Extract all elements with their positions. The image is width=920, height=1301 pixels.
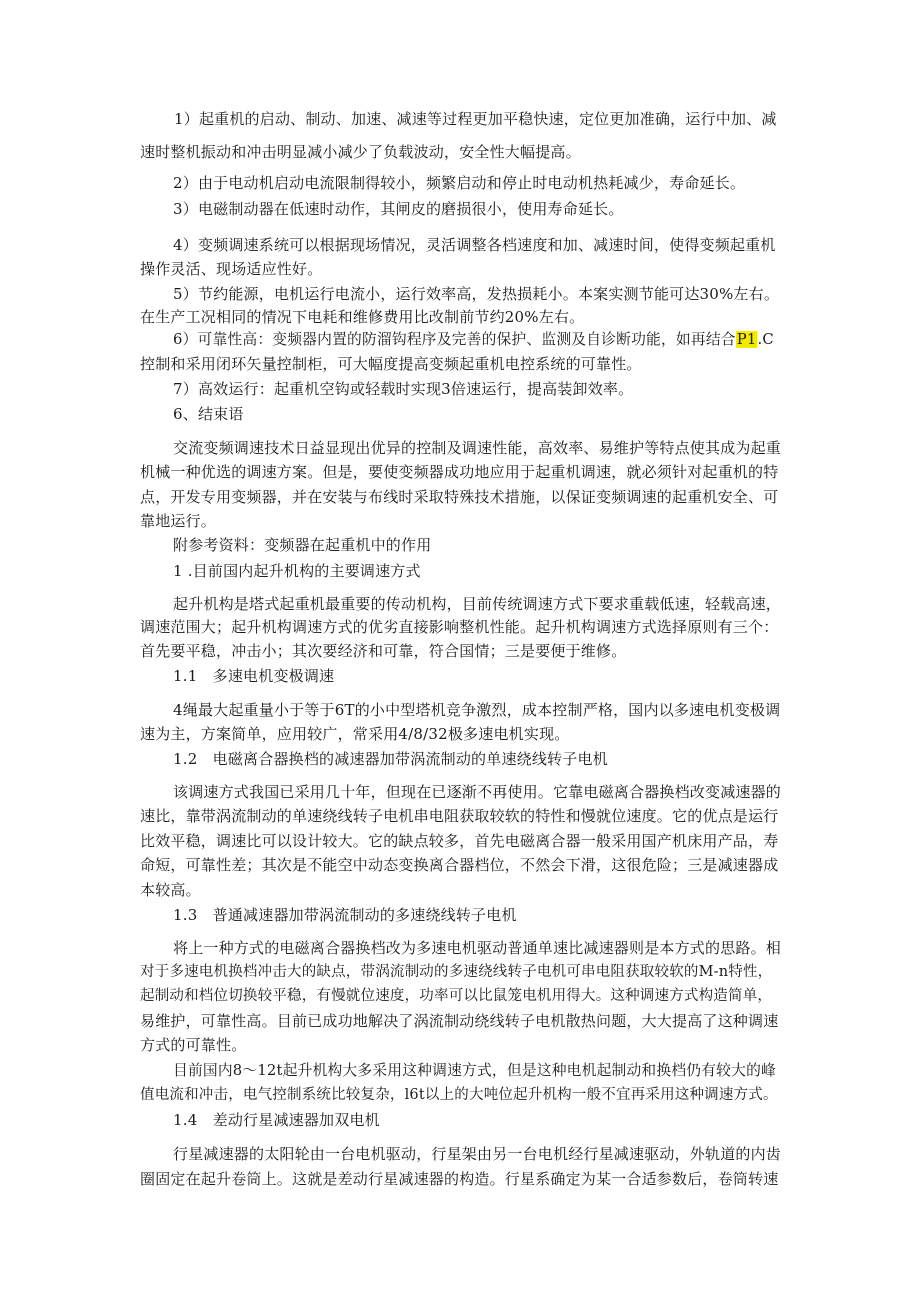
paragraph-line: 靠地运行。 bbox=[140, 512, 217, 530]
paragraph-line: 5）节约能源，电机运行电流小，运行效率高，发热损耗小。本案实测节能可达30%左右。 bbox=[173, 285, 780, 303]
paragraph-line: 1）起重机的启动、制动、加速、减速等过程更加平稳快速，定位更加准确，运行中加、减 bbox=[174, 110, 777, 128]
paragraph-line: 本较高。 bbox=[140, 881, 201, 899]
highlighted-text: P1 bbox=[736, 331, 757, 348]
paragraph-line: 值电流和冲击，电气控制系统比较复杂，l6t以上的大吨位起升机构一般不宜再采用这种调速方式。 bbox=[140, 1087, 778, 1103]
paragraph-line: 4）变频调速系统可以根据现场情况，灵活调整各档速度和加、减速时间，使得变频起重机 bbox=[173, 236, 776, 254]
subsection-heading: 1.1 多速电机变极调速 bbox=[173, 667, 335, 685]
paragraph-line: 速时整机振动和冲击明显减小减少了负载波动，安全性大幅提高。 bbox=[140, 143, 581, 161]
paragraph-line: 首先要平稳，冲击小；其次要经济和可靠，符合国情；三是要便于维修。 bbox=[140, 642, 627, 660]
paragraph-line: 速比，靠带涡流制动的单速绕线转子电机串电阻获取较软的特性和慢就位速度。它的优点是运行 bbox=[140, 807, 779, 825]
paragraph-line: 比效平稳，调速比可以设计较大。它的缺点较多，首先电磁离合器一般采用国产机床用产品，寿 bbox=[140, 832, 779, 850]
paragraph-line: 调速范围大；起升机构调速方式的优劣直接影响整机性能。起升机构调速方式选择原则有三个： bbox=[140, 618, 779, 636]
paragraph-line: 行星减速器的太阳轮由一台电机驱动，行星架由另一台电机经行星减速驱动，外轨道的内齿 bbox=[173, 1145, 782, 1163]
paragraph-line: 起制动和档位切换较平稳，有慢就位速度，功率可以比鼠笼电机用得大。这种调速方式构造简单， bbox=[140, 988, 773, 1004]
subsection-heading: 1.3 普通减速器加带涡流制动的多速绕线转子电机 bbox=[173, 906, 517, 924]
paragraph-line-with-highlight bbox=[173, 330, 774, 350]
paragraph-line-text: .C bbox=[757, 331, 774, 348]
paragraph-line: 目前国内8～12t起升机构大多采用这种调速方式，但是这种电机起制动和换档仍有较大的峰 bbox=[173, 1062, 776, 1079]
paragraph-line: 在生产工况相同的情况下电耗和维修费用比改制前节约20%左右。 bbox=[140, 308, 585, 326]
paragraph-line: 将上一种方式的电磁离合器换档改为多速电机驱动普通单速比减速器则是本方式的思路。相 bbox=[173, 939, 782, 957]
paragraph-line: 对于多速电机换档冲击大的缺点，带涡流制动的多速绕线转子电机可串电阻获取较软的M-n特性， bbox=[140, 964, 773, 980]
subsection-heading: 1.2 电磁离合器换档的减速器加带涡流制动的单速绕线转子电机 bbox=[173, 750, 608, 768]
paragraph-line: 起升机构是塔式起重机最重要的传动机构，目前传统调速方式下要求重载低速，轻载高速， bbox=[173, 595, 782, 613]
paragraph-line: 该调速方式我国已采用几十年，但现在已逐渐不再使用。它靠电磁离合器换档改变减速器的 bbox=[173, 783, 782, 801]
paragraph-line: 操作灵活、现场适应性好。 bbox=[140, 260, 323, 278]
paragraph-line: 方式的可靠性。 bbox=[140, 1036, 247, 1054]
paragraph-line: 点，开发专用变频器，并在安装与布线时采取特殊技术措施，以保证变频调速的起重机安全、可 bbox=[140, 488, 779, 506]
paragraph-line-text: 6）可靠性高：变频器内置的防溜钩程序及完善的保护、监测及自诊断功能，如再结合 bbox=[173, 331, 736, 348]
paragraph-line: 速为主，方案简单，应用较广，常采用4/8/32极多速电机实现。 bbox=[140, 725, 570, 743]
paragraph-line: 易维护，可靠性高。目前已成功地解决了涡流制动绕线转子电机散热问题，大大提高了这种调速 bbox=[140, 1012, 779, 1030]
section-heading: 6、结束语 bbox=[173, 405, 244, 423]
appendix-title: 附参考资料：变频器在起重机中的作用 bbox=[173, 536, 432, 554]
paragraph-line: 控制和采用闭环矢量控制柜，可大幅度提高变频起重机电控系统的可靠性。 bbox=[140, 355, 642, 373]
paragraph-line: 2）由于电动机启动电流限制得较小，频繁启动和停止时电动机热耗减少，寿命延长。 bbox=[173, 174, 746, 192]
paragraph-line: 机械一种优选的调速方案。但是，要使变频器成功地应用于起重机调速，就必须针对起重机的特 bbox=[140, 463, 779, 481]
paragraph-line: 圈固定在起升卷筒上。这就是差动行星减速器的构造。行星系确定为某一合适参数后，卷筒转速 bbox=[140, 1170, 779, 1188]
section-heading: 1 .目前国内起升机构的主要调速方式 bbox=[173, 562, 421, 580]
paragraph-line: 4绳最大起重量小于等于6T的小中型塔机竞争激烈，成本控制严格，国内以多速电机变极调 bbox=[173, 701, 781, 719]
subsection-heading: 1.4 差动行星减速器加双电机 bbox=[173, 1111, 380, 1129]
paragraph-line: 7）高效运行：起重机空钩或轻载时实现3倍速运行，提高装卸效率。 bbox=[173, 380, 634, 398]
paragraph-line: 命短，可靠性差；其次是不能空中动态变换离合器档位，不然会下滑，这很危险；三是减速器成 bbox=[140, 856, 779, 874]
paragraph-line: 3）电磁制动器在低速时动作，其闸皮的磨损很小，使用寿命延长。 bbox=[173, 200, 624, 218]
paragraph-line: 交流变频调速技术日益显现出优异的控制及调速性能，高效率、易维护等特点使其成为起重 bbox=[173, 439, 782, 457]
